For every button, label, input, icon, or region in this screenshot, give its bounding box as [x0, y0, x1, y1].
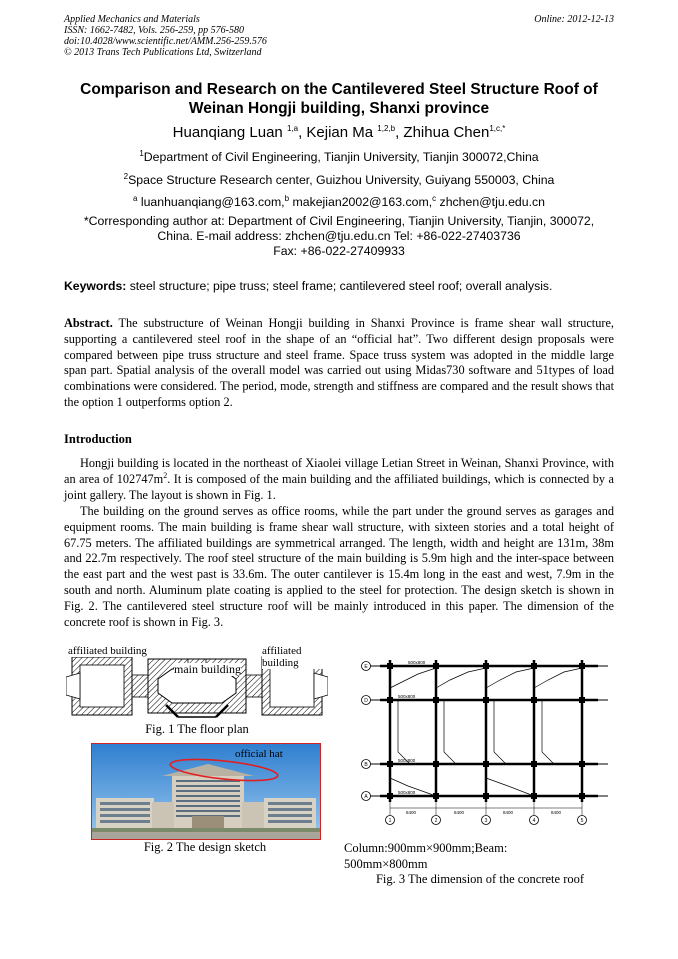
paper-title-line-1: Comparison and Research on the Cantilevered Steel Structure Roof of — [80, 81, 598, 98]
beam-size-label: 500x800 — [398, 790, 416, 795]
beam-size-label: 500x800 — [398, 758, 416, 763]
axis-label-v: 4 — [532, 818, 536, 824]
corresponding-author — [40, 214, 638, 259]
author-3: Zhihua Chen — [403, 124, 490, 141]
concrete-roof-grid — [358, 652, 616, 832]
axis-label-h: A — [364, 794, 368, 800]
email-b-sup: b — [284, 193, 290, 203]
corresponding-line-3: Fax: +86-022-27409933 — [273, 244, 405, 258]
intro-paragraph-1 — [64, 456, 614, 503]
affiliation-1-text: Department of Civil Engineering, Tianjin University, Tianjin 300072,China — [143, 150, 539, 164]
author-3-sup: 1,c,* — [489, 124, 506, 133]
intro-p1-text-b: . It is composed of the main building and the affiliated buildings, which is connected by a joint gallery. The layout is shown in Fig. 1. — [64, 471, 614, 502]
intro-p1-text-a: Hongji building is located in the northeast of Xiaolei village Letian Street in Weinan, Shanxi Province, with an area of 102747m — [64, 456, 614, 486]
axis-label-h: B — [364, 762, 368, 768]
paper-title-line-2: Weinan Hongji building, Shanxi province — [188, 100, 490, 117]
intro-paragraph-2 — [64, 504, 614, 630]
author-1-sup: 1,a — [286, 124, 299, 133]
fig3-note-line-1: Column:900mm×900mm;Beam: — [344, 841, 508, 855]
corresponding-line-1: *Corresponding author at: Department of Civil Engineering, Tianjin University, Tianjin, 300072, — [83, 214, 595, 228]
figure-2-caption: Fig. 2 The design sketch — [143, 840, 267, 854]
affiliation-1-sup: 1 — [139, 148, 144, 158]
copyright: © 2013 Trans Tech Publications Ltd, Switzerland — [64, 47, 262, 58]
introduction-heading: Introduction — [64, 432, 132, 446]
online-date: Online: 2012-12-13 — [534, 14, 614, 25]
fig2-label-official-hat: official hat — [235, 748, 283, 760]
abstract-text: The substructure of Weinan Hongji building in Shanxi Province is frame shear wall structure, supporting a cantilevered steel roof in the shape of an “official hat”. Two different design proposals were compared between pipe truss structure and steel frame. Space truss system was adopted in the middle large span part. Spatial analysis of the overall model was carried out using Midas730 software and 51types of load combinations were considered. The period, mode, strength and stiffness are compared and the result shows that the option 1 outperforms option 2. — [64, 316, 614, 409]
affiliation-1 — [40, 150, 638, 164]
abstract — [64, 316, 614, 411]
axis-label-v: 3 — [484, 818, 488, 824]
beam-size-label: 500x800 — [408, 660, 426, 665]
author-2-sup: 1,2,b — [377, 124, 396, 133]
keywords-text: steel structure; pipe truss; steel frame; cantilevered steel roof; overall analysis. — [129, 279, 553, 293]
span-label: 8400 — [503, 810, 514, 815]
area-sup: 2 — [163, 470, 168, 480]
axis-label-h: E — [364, 664, 368, 670]
beam-size-label: 500x800 — [398, 694, 416, 699]
author-1: Huanqiang Luan — [172, 124, 283, 141]
doi: doi:10.4028/www.scientific.net/AMM.256-259.576 — [64, 36, 267, 47]
fig1-label-left: affiliated building — [68, 645, 147, 657]
figure-1-caption: Fig. 1 The floor plan — [145, 722, 249, 736]
keywords-label: Keywords: — [64, 279, 127, 293]
affiliation-2 — [40, 173, 638, 187]
axis-label-h: D — [364, 698, 368, 704]
figure-1-floor-plan — [66, 645, 328, 723]
figure-2-design-sketch — [91, 743, 321, 840]
affiliation-2-text: Space Structure Research center, Guizhou University, Guiyang 550003, China — [128, 173, 555, 187]
journal-name: Applied Mechanics and Materials — [64, 14, 200, 25]
fig1-label-main: main building — [174, 662, 241, 676]
authors: Huanqiang Luan $^{1,a}$, Kejian Ma $^{1,2,b}$, Zhihua Chen$^{1,c,*}$ — [172, 124, 506, 141]
intro-p2-text: The building on the ground serves as office rooms, while the part under the ground serves as garages and equipment rooms. The main building is frame shear wall structure, with sixteen stories and a total height of 67.75 meters. The affiliated buildings are symmetrical arranged. The length, width and height are 131m, 38m and 22.7m respectively. The roof steel structure of the main building is 5.9m high and the inter-space between the east part and the west past is 33.6m. The outer cantilever is 15.4m long in the east and west, 7.9m in the south and north. Aluminum plate coating is applied to the steel for protection. The design sketch is shown in Fig. 2. The cantilevered steel structure roof will be mainly introduced in this paper. The dimension of the concrete roof is shown in Fig. 3. — [64, 504, 614, 629]
axis-label-v: 5 — [580, 818, 584, 824]
email-c: zhchen@tju.edu.cn — [439, 195, 546, 209]
keywords — [64, 279, 624, 293]
issn: ISSN: 1662-7482, Vols. 256-259, pp 576-580 — [64, 25, 244, 36]
span-label: 8400 — [454, 810, 465, 815]
affiliation-2-sup: 2 — [123, 171, 129, 181]
author-2: Kejian Ma — [306, 124, 374, 141]
figure-3-notes — [344, 840, 614, 872]
figure-3-concrete-roof — [358, 652, 616, 832]
axis-label-v: 1 — [388, 818, 392, 824]
span-label: 8400 — [406, 810, 417, 815]
email-a: luanhuanqiang@163.com, — [140, 195, 285, 209]
abstract-label: Abstract. — [64, 316, 113, 330]
email-b: makejian2002@163.com, — [292, 195, 433, 209]
design-sketch-image — [92, 744, 320, 839]
fig1-label-right: affiliated building — [262, 645, 328, 669]
span-label: 8400 — [551, 810, 562, 815]
corresponding-line-2: China. E-mail address: zhchen@tju.edu.cn Tel: +86-022-27403736 — [157, 229, 521, 243]
email-a-sup: a — [132, 193, 138, 203]
axis-label-v: 2 — [434, 818, 438, 824]
figure-3-caption: Fig. 3 The dimension of the concrete roof — [375, 872, 585, 886]
emails — [40, 195, 638, 209]
email-c-sup: c — [432, 193, 437, 203]
fig3-note-line-2: 500mm×800mm — [344, 857, 428, 871]
